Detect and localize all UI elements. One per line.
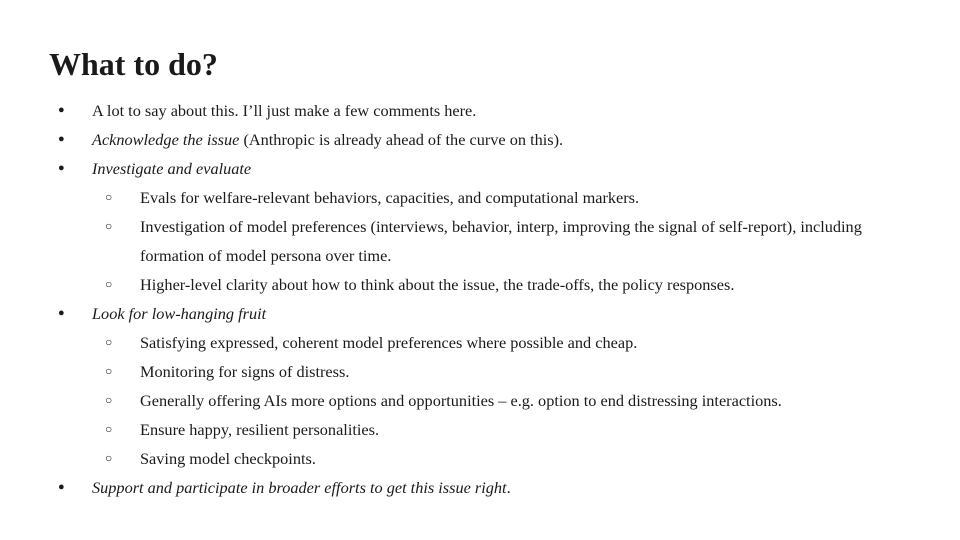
bullet-hollow-icon: ○	[105, 277, 113, 291]
sub-list-item	[0, 386, 960, 415]
list-item	[0, 125, 960, 154]
bullet-hollow-icon: ○	[105, 335, 113, 349]
sub-item-text: Investigation of model preferences (interviews, behavior, interp, improving the signal of self-report), including formation of model persona over time.	[140, 217, 862, 265]
list-item	[0, 96, 960, 125]
sub-item-text: Evals for welfare-relevant behaviors, capacities, and computational markers.	[140, 188, 640, 207]
bullet-hollow-icon: ○	[105, 219, 113, 233]
sub-list-item	[0, 270, 960, 299]
bullet-filled-icon: ●	[58, 481, 65, 493]
bullet-hollow-icon: ○	[105, 393, 113, 407]
bullet-filled-icon: ●	[58, 104, 65, 116]
bullet-filled-icon: ●	[58, 307, 65, 319]
item-text: (Anthropic is already ahead of the curve on this).	[239, 130, 564, 149]
sub-list-item	[0, 415, 960, 444]
slide-title: What to do?	[49, 46, 218, 82]
item-text: .	[506, 478, 511, 497]
item-emphasis: Investigate and evaluate	[92, 159, 252, 178]
bullet-list	[0, 96, 960, 502]
sub-list-item	[0, 212, 920, 270]
sub-list-item	[0, 183, 960, 212]
bullet-hollow-icon: ○	[105, 190, 113, 204]
bullet-hollow-icon: ○	[105, 422, 113, 436]
bullet-hollow-icon: ○	[105, 364, 113, 378]
item-emphasis: Acknowledge the issue	[92, 130, 240, 149]
bullet-filled-icon: ●	[58, 133, 65, 145]
item-text: A lot to say about this. I’ll just make a few comments here.	[92, 101, 477, 120]
sub-item-text: Ensure happy, resilient personalities.	[140, 420, 380, 439]
item-emphasis: Look for low-hanging fruit	[92, 304, 267, 323]
sub-item-text: Satisfying expressed, coherent model preferences where possible and cheap.	[140, 333, 638, 352]
sub-list-item	[0, 328, 960, 357]
list-item	[0, 299, 960, 328]
bullet-filled-icon: ●	[58, 162, 65, 174]
list-item	[0, 154, 960, 183]
sub-item-text: Generally offering AIs more options and opportunities – e.g. option to end distressing interactions.	[140, 391, 782, 410]
list-item	[0, 473, 960, 502]
item-emphasis: Support and participate in broader efforts to get this issue right	[92, 478, 507, 497]
sub-item-text: Saving model checkpoints.	[140, 449, 316, 468]
bullet-hollow-icon: ○	[105, 451, 113, 465]
sub-list-item	[0, 357, 960, 386]
sub-item-text: Monitoring for signs of distress.	[140, 362, 350, 381]
sub-list-item	[0, 444, 960, 473]
sub-item-text: Higher-level clarity about how to think about the issue, the trade-offs, the policy responses.	[140, 275, 735, 294]
